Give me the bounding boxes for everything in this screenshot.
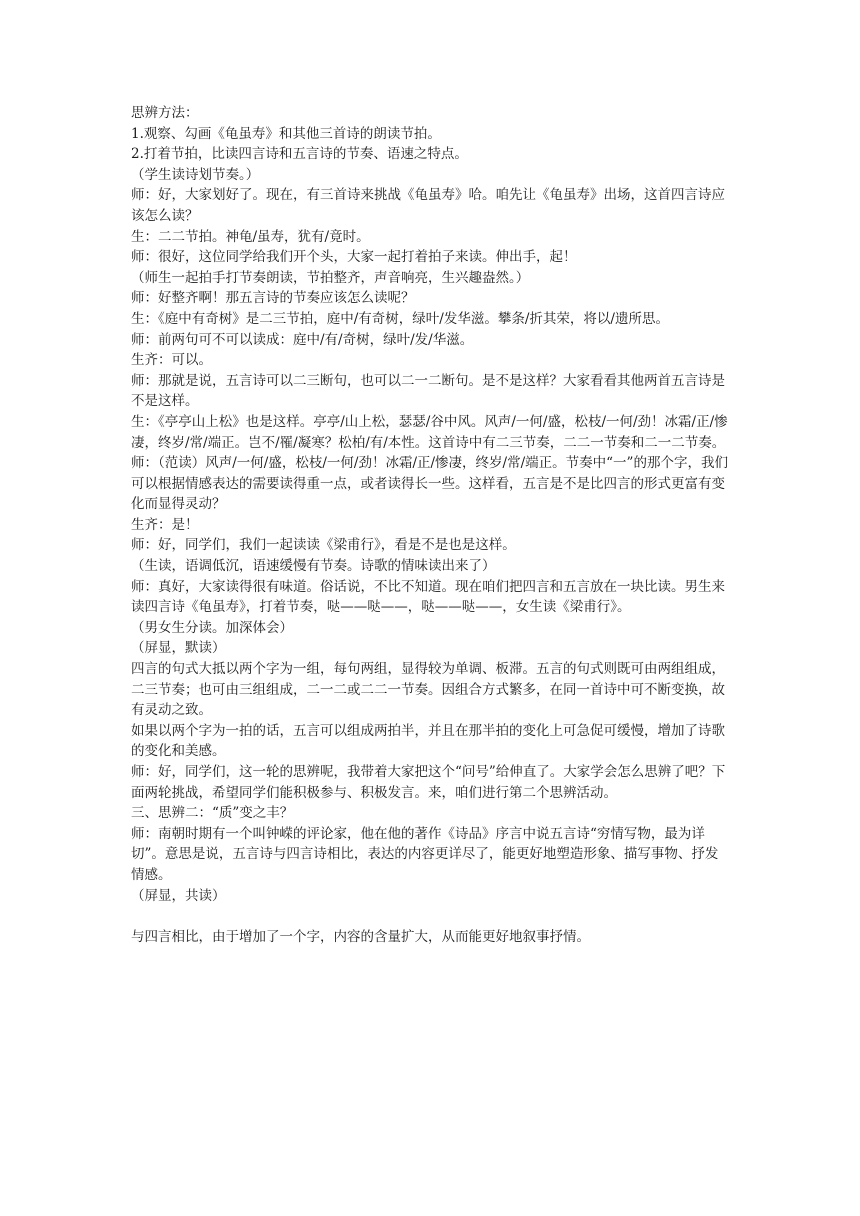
- method-item-2: 2.打着节拍，比读四言诗和五言诗的节奏、语速之特点。: [131, 146, 468, 163]
- method-item-1: 1.观察、勾画《龟虽寿》和其他三首诗的朗读节拍。: [131, 125, 441, 142]
- students-chorus-line: 生齐：是！: [131, 516, 199, 533]
- teacher-line: 师：（范读）风声/一何/盛，松枝/一何/劲！冰霜/正/惨凄，终岁/常/端正。节奏中“一”的那个字，我们可以根据情感表达的需要读得重一点，或者读得长一些。这样看，五言是不是比四言的形式更富有变化而显得灵动？: [131, 455, 728, 513]
- teacher-line: 师：好，同学们，我们一起读读《梁甫行》，看是不是也是这样。: [131, 537, 516, 554]
- document-body: [131, 103, 731, 947]
- teacher-line: 师：好，大家划好了。现在，有三首诗来挑战《龟虽寿》哈。咱先让《龟虽寿》出场，这首四言诗应该怎么读？: [131, 187, 725, 224]
- student-line: 生：二二节拍。神龟/虽寿，犹有/竟时。: [131, 228, 370, 245]
- stage-direction: （生读，语调低沉，语速缓慢有节奏。诗歌的情味读出来了）: [131, 558, 496, 575]
- teacher-line: 师：那就是说，五言诗可以二三断句，也可以二一二断句。是不是这样？大家看看其他两首五言诗是不是这样。: [131, 372, 725, 410]
- teacher-line: 师：南朝时期有一个叫钟嵘的评论家，他在他的著作《诗品》序言中说五言诗“穷情写物，最为详切”。意思是说，五言诗与四言诗相比，表达的内容更详尽了，能更好地塑造形象、描写事物、抒发情感。: [131, 825, 719, 883]
- screen-text: 与四言相比，由于增加了一个字，内容的含量扩大，从而能更好地叙事抒情。: [131, 928, 590, 945]
- heading-method: 思辨方法：: [131, 105, 199, 121]
- teacher-line: 师：很好，这位同学给我们开个头，大家一起打着拍子来读。伸出手，起！: [131, 249, 577, 266]
- teacher-line: 师：前两句可不可以读成：庭中/有/奇树，绿叶/发/华滋。: [131, 331, 474, 348]
- stage-direction: （学生读诗划节奏。）: [131, 166, 260, 183]
- stage-direction: （屏显，共读）: [131, 887, 226, 904]
- blank-line: [131, 906, 731, 927]
- students-chorus-line: 生齐：可以。: [131, 352, 212, 369]
- teacher-line: 师：好整齐啊！那五言诗的节奏应该怎么读呢？: [131, 290, 415, 307]
- stage-direction: （男女生分读。加深体会）: [131, 619, 293, 636]
- stage-direction: （屏显，默读）: [131, 640, 226, 657]
- section-heading: 三、思辨二：“质”变之丰？: [131, 805, 294, 822]
- student-line: 生：《庭中有奇树》是二三节拍，庭中/有奇树，绿叶/发华滋。攀条/折其荣，将以/遗所思。: [131, 310, 669, 327]
- screen-text: 四言的句式大抵以两个字为一组，每句两组，显得较为单调、板滞。五言的句式则既可由两组组成，二三节奏；也可由三组组成，二一二或二二一节奏。因组合方式繁多，在同一首诗中可不断变换，故有灵动之致。: [131, 661, 725, 719]
- screen-text: 如果以两个字为一拍的话，五言可以组成两拍半，并且在那半拍的变化上可急促可缓慢，增加了诗歌的变化和美感。: [131, 722, 725, 760]
- student-line: 生：《亭亭山上松》也是这样。亭亭/山上松，瑟瑟/谷中风。风声/一何/盛，松枝/一何/劲！冰霜/正/惨凄，终岁/常/端正。岂不/罹/凝寒？松柏/有/本性。这首诗中有二三节奏，二二一节奏和二一二节奏。: [131, 413, 728, 451]
- teacher-line: 师：好，同学们，这一轮的思辨呢，我带着大家把这个“问号”给伸直了。大家学会怎么思辨了吧？下面两轮挑战，希望同学们能积极参与、积极发言。来，咱们进行第二个思辨活动。: [131, 764, 726, 801]
- stage-direction: （师生一起拍手打节奏朗读，节拍整齐，声音响亮，生兴趣盎然。）: [131, 269, 530, 286]
- teacher-line: 师：真好，大家读得很有味道。俗话说，不比不知道。现在咱们把四言和五言放在一块比读。男生来读四言诗《龟虽寿》，打着节奏，哒——哒——，哒——哒——，女生读《梁甫行》。: [131, 578, 725, 616]
